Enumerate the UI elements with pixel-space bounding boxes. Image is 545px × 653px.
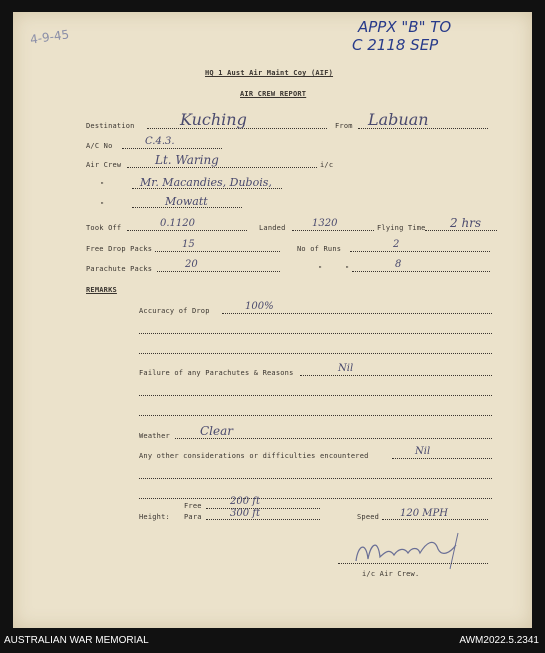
appendix-note-line1: APPX "B" TO — [358, 18, 452, 36]
para-height-dots — [206, 519, 320, 520]
footer-accession: AWM2022.5.2341 — [459, 635, 539, 646]
flying-value: 2 hrs — [450, 216, 482, 230]
failure-label: Failure of any Parachutes & Reasons — [139, 369, 294, 377]
ditto-3: " — [100, 201, 105, 209]
pencil-date: 4-9-45 — [29, 27, 70, 47]
accuracy-dots-3 — [139, 353, 492, 354]
failure-dots-2 — [139, 395, 492, 396]
failure-dots — [300, 375, 492, 376]
flying-label: Flying Time — [377, 224, 426, 232]
ditto-2: " — [100, 181, 105, 189]
ditto-runs-1: " — [318, 265, 323, 273]
aircrew-value: Lt. Waring — [155, 153, 219, 167]
weather-dots — [175, 438, 492, 439]
weather-label: Weather — [139, 432, 170, 440]
accuracy-label: Accuracy of Drop — [139, 307, 210, 315]
failure-value: Nil — [338, 363, 354, 374]
destination-label: Destination — [86, 122, 135, 130]
other-label: Any other considerations or difficulties encountered — [139, 452, 369, 460]
para-height-value: 300 ft — [230, 508, 260, 519]
landed-label: Landed — [259, 224, 286, 232]
para-runs-dots — [352, 271, 490, 272]
other-dots — [392, 458, 492, 459]
runs-label: No of Runs — [297, 245, 342, 253]
crew-3-value: Mowatt — [165, 195, 208, 208]
signature-label: i/c Air Crew. — [362, 570, 420, 578]
para-runs-value: 8 — [395, 259, 402, 270]
tookoff-dots — [127, 230, 247, 231]
tookoff-value: 0.1120 — [160, 218, 195, 229]
aircrew-dots — [127, 167, 317, 168]
runs-value: 2 — [393, 239, 400, 250]
ac-value: C.4.3. — [145, 136, 175, 147]
weather-value: Clear — [200, 424, 234, 438]
speed-label: Speed — [357, 513, 380, 521]
other-value: Nil — [415, 446, 431, 457]
crew-2-value: Mr. Macandies, Dubois, — [140, 176, 272, 189]
free-value: 200 ft — [230, 496, 260, 507]
para-label: Parachute Packs — [86, 265, 153, 273]
signature-dots — [338, 563, 488, 564]
destination-value: Kuching — [180, 110, 247, 129]
report-title: AIR CREW REPORT — [240, 90, 307, 98]
para-value: 20 — [185, 259, 198, 270]
landed-dots — [292, 230, 374, 231]
freedrop-value: 15 — [182, 239, 195, 250]
para-dots — [157, 271, 280, 272]
accuracy-dots-2 — [139, 333, 492, 334]
aircrew-label: Air Crew — [86, 161, 122, 169]
failure-dots-3 — [139, 415, 492, 416]
height-label: Height: — [139, 513, 170, 521]
para-height-label: Para — [184, 513, 202, 521]
speed-value: 120 MPH — [400, 508, 448, 519]
free-label: Free — [184, 502, 202, 510]
freedrop-dots — [155, 251, 280, 252]
ac-dots — [122, 148, 222, 149]
footer-source: AUSTRALIAN WAR MEMORIAL — [4, 635, 149, 646]
flying-dots — [425, 230, 497, 231]
accuracy-dots — [222, 313, 492, 314]
accuracy-value: 100% — [245, 301, 274, 312]
ac-label: A/C No — [86, 142, 113, 150]
from-value: Labuan — [368, 110, 429, 129]
appendix-note-line2: C 2118 SEP — [352, 36, 439, 54]
remarks-label: REMARKS — [86, 286, 117, 294]
other-dots-2 — [139, 478, 492, 479]
runs-dots — [350, 251, 490, 252]
freedrop-label: Free Drop Packs — [86, 245, 153, 253]
from-label: From — [335, 122, 353, 130]
tookoff-label: Took Off — [86, 224, 122, 232]
ditto-runs-2: " — [345, 265, 350, 273]
landed-value: 1320 — [312, 218, 338, 229]
ic-label: i/c — [320, 161, 334, 169]
unit-heading: HQ 1 Aust Air Maint Coy (AIF) — [205, 69, 334, 77]
speed-dots — [382, 519, 488, 520]
other-dots-3 — [139, 498, 492, 499]
free-dots — [206, 508, 320, 509]
